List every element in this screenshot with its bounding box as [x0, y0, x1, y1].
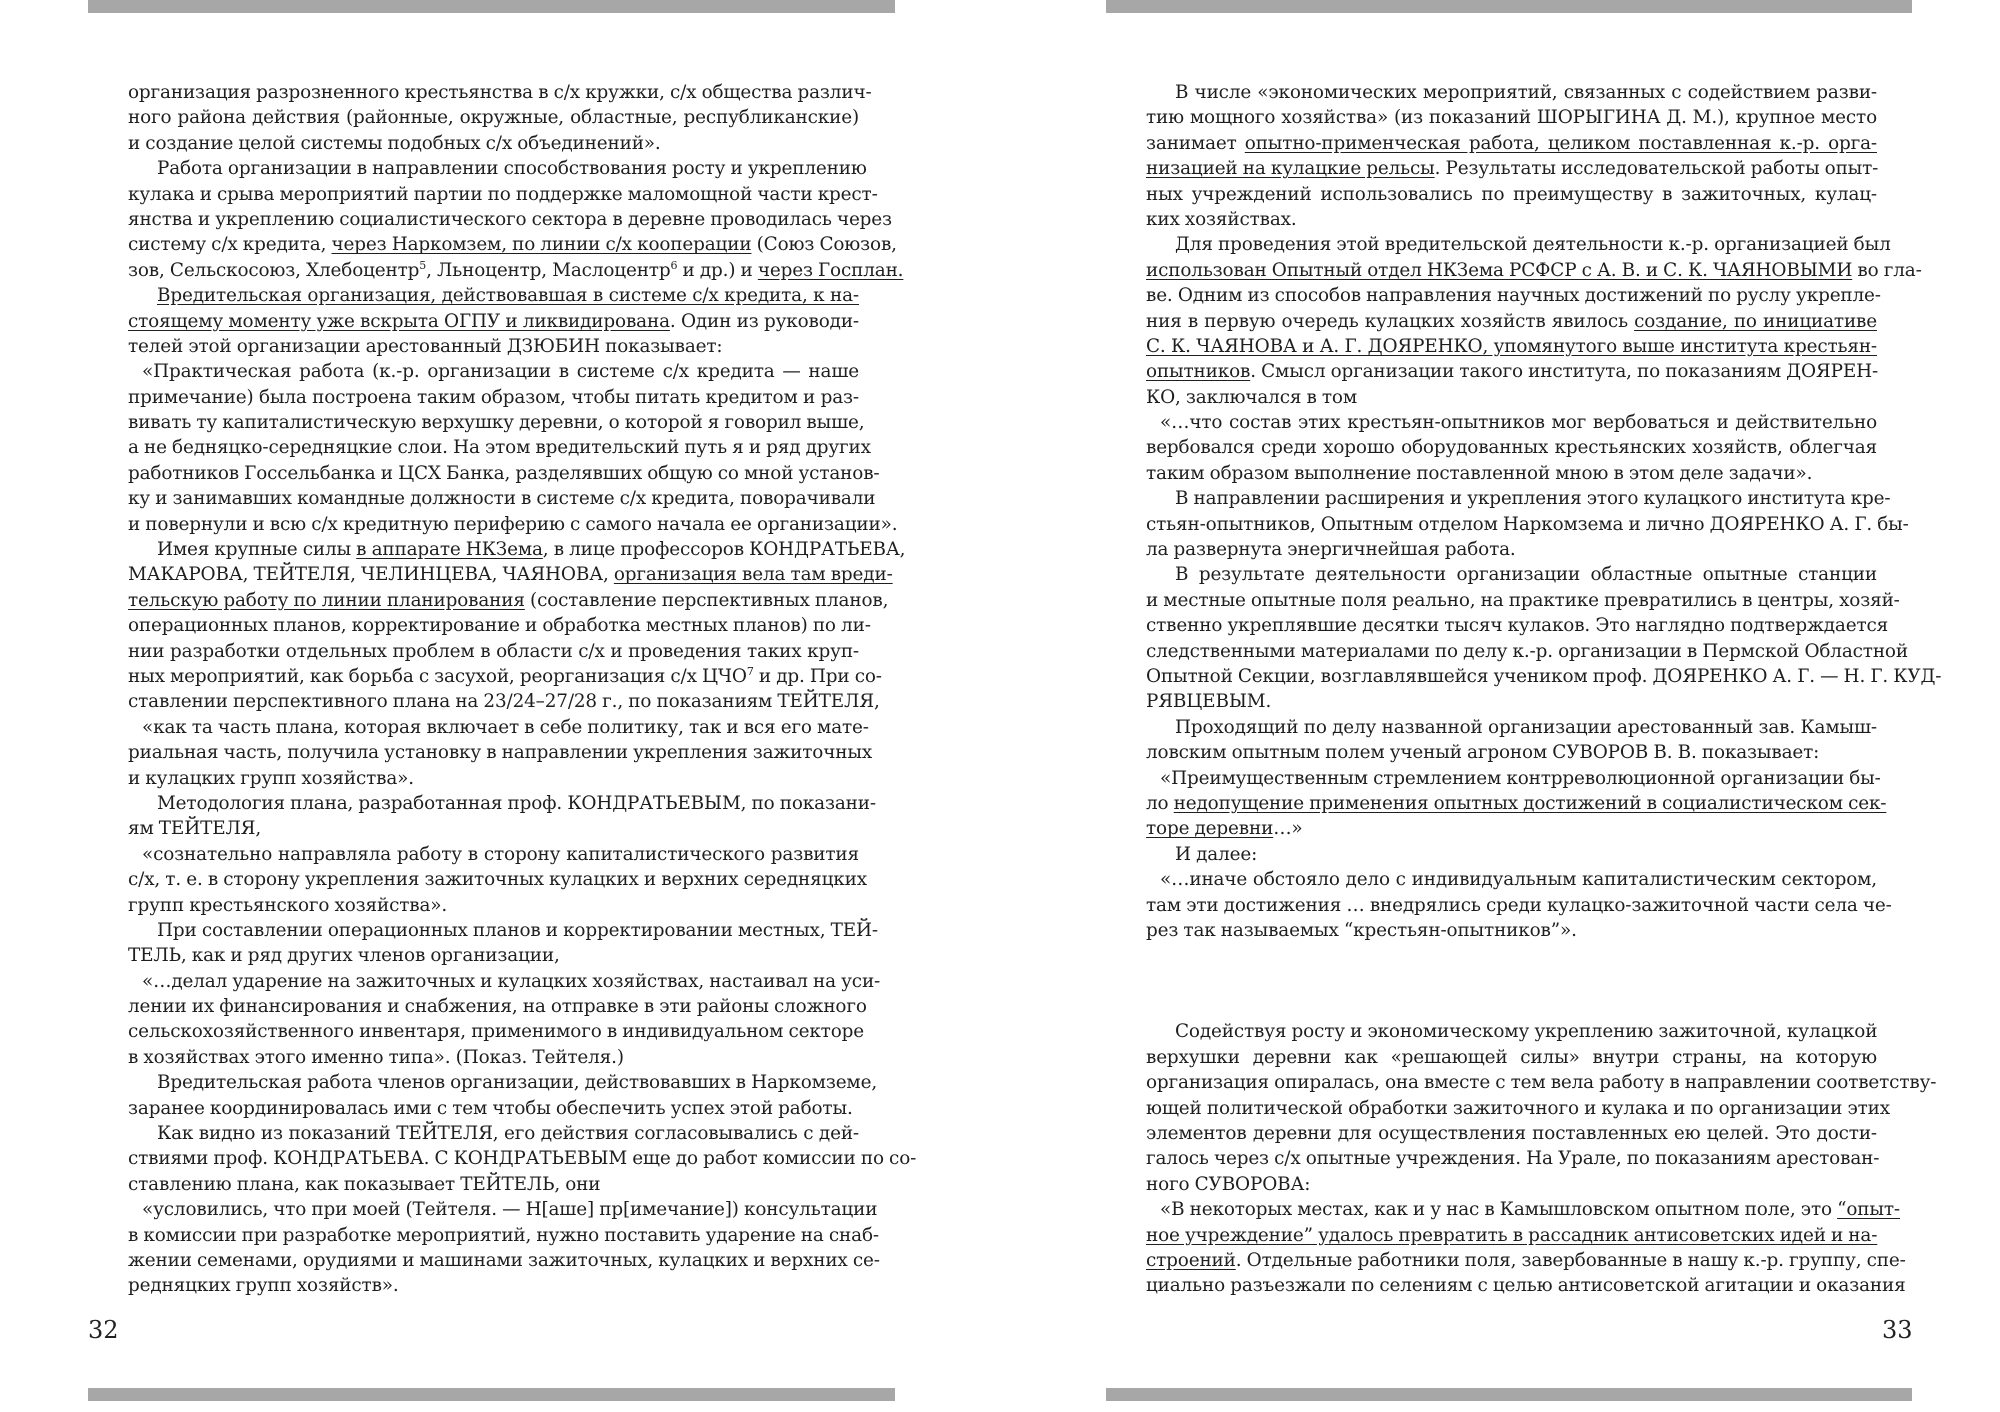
- line: операционных планов, корректирование и обработка местных планов) по ли-: [128, 615, 871, 637]
- line: стьян-опытников, Опытным отделом Наркомзема и лично ДОЯРЕНКО А. Г. бы-: [1146, 513, 1909, 535]
- line: ственно укреплявшие десятки тысяч кулаков. Это наглядно подтверждается: [1146, 615, 1889, 637]
- quote-line: и повернули и всю с/х кредитную периферию с самого начала ее организации».: [128, 513, 898, 535]
- line: МАКАРОВА, ТЕЙТЕЛЯ, ЧЕЛИНЦЕВА, ЧАЯНОВА, организация вела там вреди-: [128, 564, 893, 586]
- underlined-text: тельскую работу по линии планирования: [128, 589, 525, 611]
- line: заранее координировалась ими с тем чтобы обеспечить успех этой работы.: [128, 1097, 853, 1119]
- line: зов, Сельскосоюз, Хлебоцентр$^5$, Льноцентр, Маслоцентр$^6$ и др.) и через Госплан.: [128, 258, 904, 281]
- quote-line: строений. Отдельные работники поля, завербованные в нашу к.-р. группу, спе-: [1146, 1249, 1906, 1271]
- spacer: [1146, 943, 1877, 968]
- quote-line: циально разъезжали по селениям с целью антисоветской агитации и оказания: [1146, 1275, 1906, 1297]
- line: РЯВЦЕВЫМ.: [1146, 691, 1272, 713]
- underlined-text: через Госплан.: [757, 259, 904, 281]
- quote-line: ло недопущение применения опытных достижений в социалистическом сек-: [1146, 792, 1887, 814]
- right-page: [1146, 80, 1942, 1299]
- line: Опытной Секции, возглавлявшейся учеником проф. ДОЯРЕНКО А. Г. — Н. Г. КУД-: [1146, 665, 1942, 687]
- underlined-text: организация вела там вреди-: [613, 564, 893, 586]
- underlined-text: строений: [1146, 1249, 1236, 1271]
- underlined-text: опытно-применческая работа, целиком поставленная к.-р. орга-: [1244, 132, 1877, 154]
- line: верхушки деревни как «решающей силы» внутри страны, на которую: [1146, 1046, 1877, 1068]
- quote-line: риальная часть, получила установку в направлении укрепления зажиточных: [128, 742, 873, 764]
- line: ких хозяйствах.: [1146, 208, 1297, 230]
- line: Имея крупные силы в аппарате НКЗема, в лице профессоров КОНДРАТЬЕВА,: [157, 539, 906, 561]
- line: стоящему моменту уже вскрыта ОГПУ и ликвидирована. Один из руководи-: [128, 310, 859, 332]
- footnote-ref: 6: [670, 258, 678, 272]
- line: тельскую работу по линии планирования (составление перспективных планов,: [128, 589, 889, 611]
- line: Для проведения этой вредительской деятельности к.-р. организацией был: [1175, 234, 1891, 256]
- quote-line: примечание) была построена таким образом, чтобы питать кредитом и раз-: [128, 386, 859, 408]
- quote-line: ку и занимавших командные должности в системе с/х кредита, поворачивали: [128, 488, 876, 510]
- line: следственными материалами по делу к.-р. организации в Пермской Областной: [1146, 640, 1908, 662]
- underlined-text: создание, по инициативе: [1634, 310, 1877, 332]
- quote-line: вербовался среди хорошо оборудованных крестьянских хозяйств, облегчая: [1146, 437, 1877, 459]
- line: ве. Одним из способов направления научных достижений по руслу укрепле-: [1146, 285, 1881, 307]
- line: ных учреждений использовались по преимуществу в зажиточных, кулац-: [1146, 183, 1877, 205]
- left-page: [128, 80, 917, 1299]
- line: ТЕЛЬ, как и ряд других членов организации,: [128, 945, 560, 967]
- quote-line: «сознательно направляла работу в сторону капиталистического развития: [142, 843, 859, 865]
- quote-line: «Преимущественным стремлением контрреволюционной организации бы-: [1160, 767, 1881, 789]
- underlined-text: в аппарате НКЗема: [356, 539, 543, 561]
- spacer: [1146, 994, 1877, 1019]
- quote-line: лении их финансирования и снабжения, на отправке в эти районы сложного: [128, 996, 867, 1018]
- quote-line: жении семенами, орудиями и машинами зажиточных, кулацких и верхних се-: [128, 1249, 880, 1271]
- footnote-ref: 7: [746, 664, 754, 678]
- line: опытников. Смысл организации такого института, по показаниям ДОЯРЕН-: [1146, 361, 1879, 383]
- line: ям ТЕЙТЕЛЯ,: [128, 818, 262, 840]
- line: Методология плана, разработанная проф. КОНДРАТЬЕВЫМ, по показани-: [157, 792, 876, 814]
- quote-line: «…что состав этих крестьян-опытников мог вербоваться и действительно: [1160, 412, 1877, 434]
- line: ния в первую очередь кулацких хозяйств явилось создание, по инициативе: [1146, 310, 1877, 332]
- line: и местные опытные поля реально, на практике превратились в центры, хозяй-: [1146, 589, 1900, 611]
- quote-line: там эти достижения … внедрялись среди кулацко-зажиточной части села че-: [1146, 894, 1892, 916]
- page-number: 32: [88, 1316, 119, 1344]
- quote-line: «как та часть плана, которая включает в себе политику, так и вся его мате-: [142, 716, 869, 738]
- line: и создание целой системы подобных с/х объединений».: [128, 132, 661, 154]
- line: ствиями проф. КОНДРАТЬЕВА. С КОНДРАТЬЕВЫМ еще до работ комиссии по со-: [128, 1148, 917, 1170]
- line: [1146, 334, 1877, 359]
- line: В направлении расширения и укрепления этого кулацкого института кре-: [1175, 488, 1891, 510]
- bottom-bar-left: [88, 1388, 895, 1401]
- underlined-text: использован Опытный отдел НКЗема РСФСР с А. В. и С. К. ЧАЯНОВЫМИ: [1146, 259, 1853, 281]
- line: Как видно из показаний ТЕЙТЕЛЯ, его действия согласовывались с дей-: [157, 1123, 859, 1145]
- quote-line: рез так называемых “крестьян-опытников”».: [1146, 919, 1577, 941]
- underlined-text: низацией на кулацкие рельсы: [1146, 158, 1435, 180]
- quote-line: групп крестьянского хозяйства».: [128, 894, 448, 916]
- bottom-bar-right: [1106, 1388, 1912, 1401]
- quote-line: торе деревни…»: [1146, 818, 1303, 840]
- line: Проходящий по делу названной организации арестованный зав. Камыш-: [1175, 716, 1877, 738]
- line: телей этой организации арестованный ДЗЮБИН показывает:: [128, 335, 723, 357]
- line: ного СУВОРОВА:: [1146, 1173, 1311, 1195]
- quote-line: «…иначе обстояло дело с индивидуальным капиталистическим сектором,: [1160, 869, 1877, 891]
- line: нии разработки отдельных проблем в области с/х и проведения таких круп-: [128, 640, 859, 662]
- line: ставлению плана, как показывает ТЕЙТЕЛЬ, они: [128, 1173, 601, 1195]
- line: тию мощного хозяйства» (из показаний ШОРЫГИНА Д. М.), крупное место: [1146, 107, 1877, 129]
- quote-line: таким образом выполнение поставленной мною в этом деле задачи».: [1146, 462, 1813, 484]
- underlined-text: через Наркомзем, по линии с/х кооперации: [331, 234, 752, 256]
- line: В числе «экономических мероприятий, связанных с содействием разви-: [1175, 82, 1877, 103]
- line: ного района действия (районные, окружные, областные, республиканские): [128, 107, 859, 129]
- section-heading: [1146, 969, 1877, 994]
- quote-line: в хозяйствах этого именно типа». (Показ. Тейтеля.): [128, 1046, 624, 1068]
- underlined-text: ное учреждение” удалось превратить в рассадник антисоветских идей и на-: [1146, 1224, 1878, 1246]
- quote-line: и кулацких групп хозяйства».: [128, 767, 414, 789]
- line: ставлении перспективного плана на 23/24–27/28 г., по показаниям ТЕЙТЕЛЯ,: [128, 691, 880, 713]
- quote-line: работников Госсельбанка и ЦСХ Банка, разделявших общую со мной установ-: [128, 462, 880, 484]
- underlined-text: опытников: [1146, 361, 1251, 383]
- line: кулака и срыва мероприятий партии по поддержке маломощной части крест-: [128, 183, 878, 205]
- line: организация опиралась, она вместе с тем вела работу в направлении соответству-: [1146, 1072, 1937, 1094]
- line: В результате деятельности организации областные опытные станции: [1175, 564, 1877, 586]
- line: использован Опытный отдел НКЗема РСФСР с А. В. и С. К. ЧАЯНОВЫМИ во гла-: [1146, 259, 1922, 281]
- line: занимает опытно-применческая работа, целиком поставленная к.-р. орга-: [1146, 132, 1877, 154]
- line: элементов деревни для осуществления поставленных ею целей. Это дости-: [1146, 1123, 1877, 1145]
- line: Содействуя росту и экономическому укреплению зажиточной, кулацкой: [1175, 1021, 1878, 1043]
- quote-line: «…делал ударение на зажиточных и кулацких хозяйствах, настаивал на уси-: [142, 970, 881, 992]
- underlined-text: стоящему моменту уже вскрыта ОГПУ и ликвидирована: [128, 310, 670, 332]
- quote-line: с/х, т. е. в сторону укрепления зажиточных кулацких и верхних середняцких: [128, 869, 867, 891]
- line: ных мероприятий, как борьба с засухой, реорганизация с/х ЦЧО$^7$ и др. При со-: [128, 664, 882, 687]
- quote-line: «В некоторых местах, как и у нас в Камышловском опытном поле, это “опыт-: [1160, 1199, 1900, 1221]
- line: КО, заключался в том: [1146, 386, 1357, 408]
- line: ющей политической обработки зажиточного и кулака и по организации этих: [1146, 1097, 1890, 1119]
- line: ловским опытным полем ученый агроном СУВОРОВ В. В. показывает:: [1146, 742, 1820, 764]
- top-bar-right: [1106, 0, 1912, 13]
- line: И далее:: [1175, 843, 1258, 865]
- line: При составлении операционных планов и корректировании местных, ТЕЙ-: [157, 919, 878, 941]
- line: ла развернута энергичнейшая работа.: [1146, 539, 1516, 561]
- underlined-text: Вредительская организация, действовавшая в системе с/х кредита, к на-: [157, 285, 859, 307]
- quote-line: а не бедняцко-середняцкие слои. На этом вредительский путь я и ряд других: [128, 437, 871, 459]
- line: низацией на кулацкие рельсы. Результаты исследовательской работы опыт-: [1146, 158, 1879, 180]
- quote-line: сельскохозяйственного инвентаря, применимого в индивидуальном секторе: [128, 1021, 864, 1043]
- line: Работа организации в направлении способствования росту и укреплению: [157, 158, 867, 180]
- quote-line: «условились, что при моей (Тейтеля. — Н[аше] пр[имечание]) консультации: [142, 1199, 878, 1221]
- quote-line: редняцких групп хозяйств».: [128, 1275, 399, 1297]
- line: янства и укреплению социалистического сектора в деревне проводилась через: [128, 208, 892, 230]
- line: организация разрозненного крестьянства в с/х кружки, с/х общества различ-: [128, 82, 872, 103]
- page-number: 33: [1882, 1316, 1913, 1344]
- underlined-text: “опыт-: [1837, 1199, 1900, 1221]
- quote-line: «Практическая работа (к.-р. организации в системе с/х кредита — наше: [142, 361, 859, 383]
- line: галось через с/х опытные учреждения. На Урале, по показаниям арестован-: [1146, 1148, 1880, 1170]
- underlined-text: недопущение применения опытных достижений в социалистическом сек-: [1173, 792, 1887, 814]
- underlined-text: С. К. ЧАЯНОВА и А. Г. ДОЯРЕНКО, упомянутого выше института крестьян-: [1146, 335, 1877, 357]
- quote-line: в комиссии при разработке мероприятий, нужно поставить ударение на снаб-: [128, 1224, 879, 1246]
- line: Вредительская работа членов организации, действовавших в Наркомземе,: [157, 1072, 878, 1094]
- top-bar-left: [88, 0, 895, 13]
- quote-line: [1146, 1223, 1877, 1248]
- line: систему с/х кредита, через Наркомзем, по линии с/х кооперации (Союз Союзов,: [128, 234, 897, 256]
- quote-line: вивать ту капиталистическую верхушку деревни, о которой я говорил выше,: [128, 412, 865, 434]
- underlined-text: торе деревни: [1146, 818, 1274, 840]
- line: [128, 283, 859, 308]
- footnote-ref: 5: [419, 258, 427, 272]
